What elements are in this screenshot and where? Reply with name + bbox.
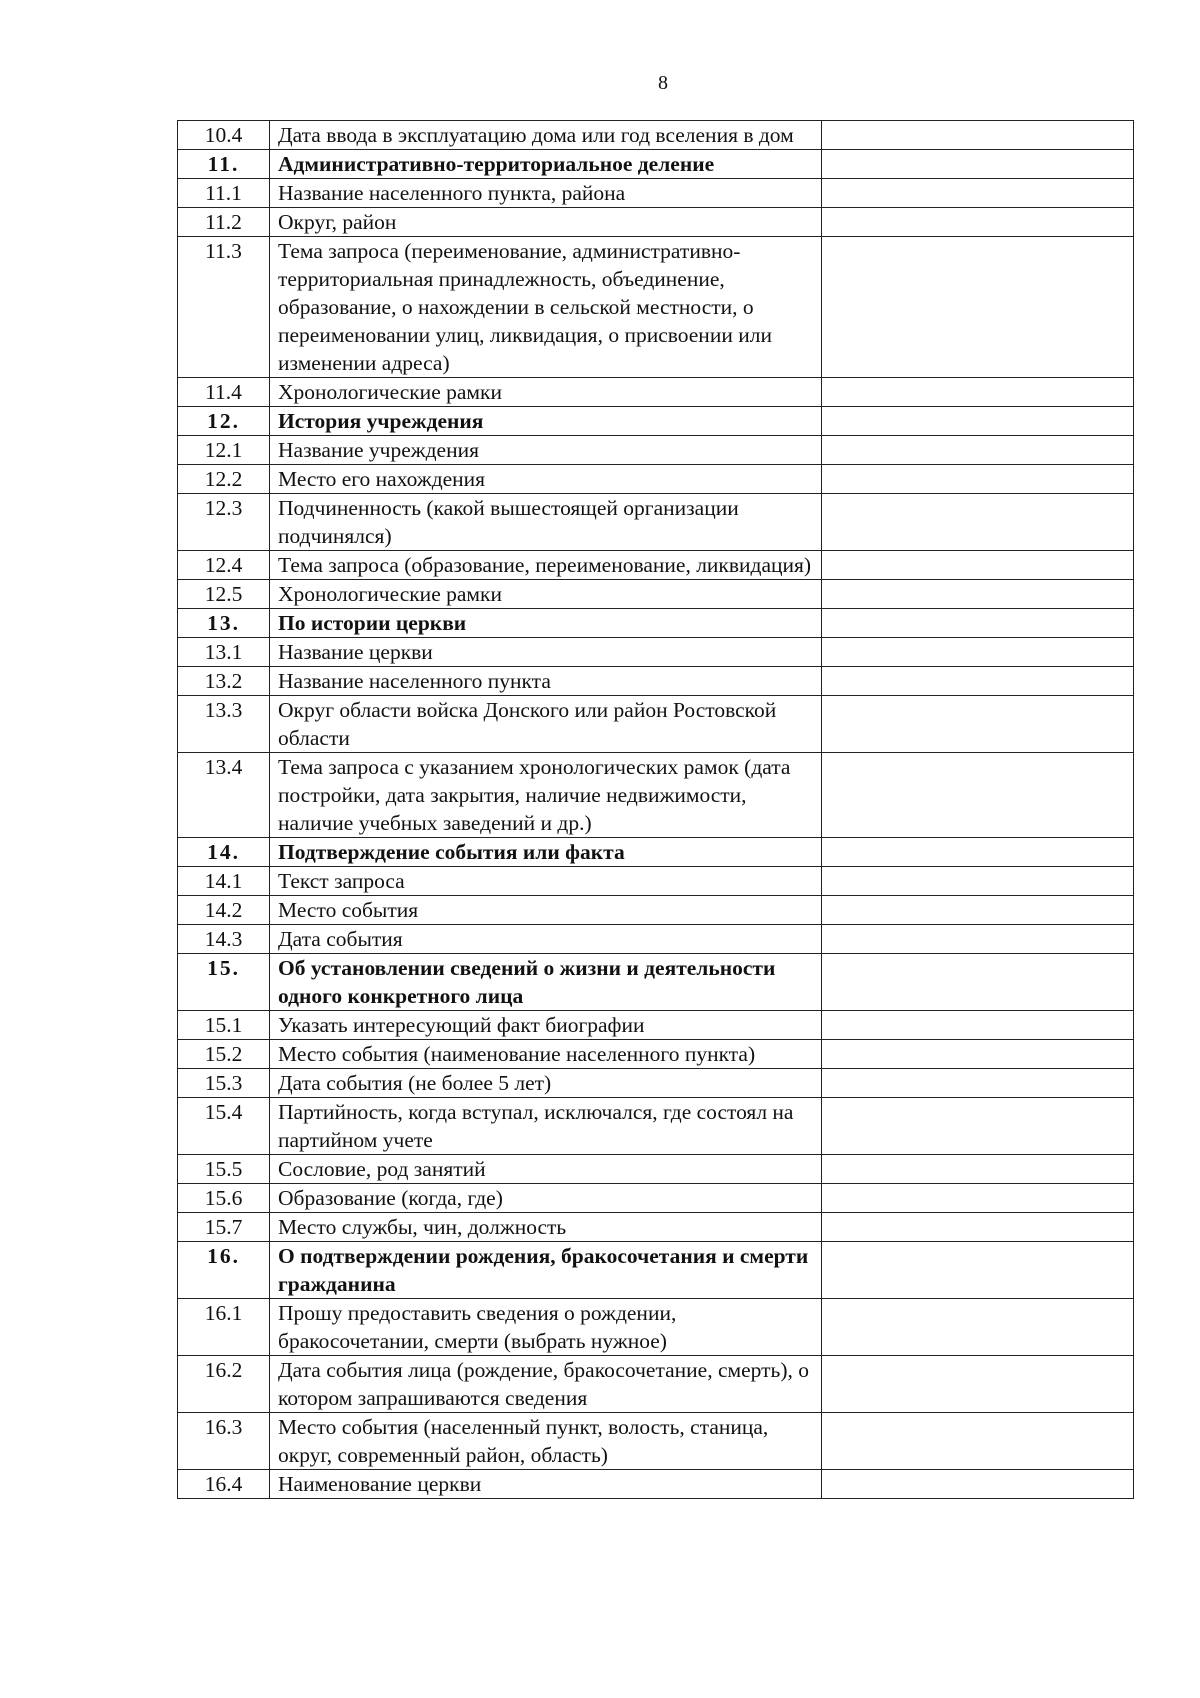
item-description: Место события (населенный пункт, волость, станица, округ, современный район, область) [270,1413,822,1470]
item-number: 14.1 [178,867,270,896]
item-number: 11.3 [178,237,270,378]
table-row [178,667,1134,696]
answer-cell[interactable] [822,407,1134,436]
answer-cell[interactable] [822,1155,1134,1184]
item-number: 16. [178,1242,270,1299]
item-description: Тема запроса (переименование, административно-территориальная принадлежность, объединение, образование, о нахождении в сельской местности, о переименовании улиц, ликвидация, о присвоении или изменении адреса) [270,237,822,378]
item-number: 16.2 [178,1356,270,1413]
table-row [178,121,1134,150]
item-number: 11.1 [178,179,270,208]
item-number: 15.3 [178,1069,270,1098]
answer-cell[interactable] [822,925,1134,954]
table-row [178,494,1134,551]
answer-cell[interactable] [822,237,1134,378]
item-number: 12. [178,407,270,436]
section-title: Подтверждение события или факта [270,838,822,867]
item-description: Подчиненность (какой вышестоящей организации подчинялся) [270,494,822,551]
answer-cell[interactable] [822,436,1134,465]
answer-cell[interactable] [822,867,1134,896]
item-description: Место события [270,896,822,925]
answer-cell[interactable] [822,378,1134,407]
item-description: Прошу предоставить сведения о рождении, бракосочетании, смерти (выбрать нужное) [270,1299,822,1356]
answer-cell[interactable] [822,580,1134,609]
table-row [178,867,1134,896]
item-number: 15.2 [178,1040,270,1069]
answer-cell[interactable] [822,1470,1134,1499]
answer-cell[interactable] [822,838,1134,867]
item-description: Место его нахождения [270,465,822,494]
table-row [178,179,1134,208]
table-row [178,1299,1134,1356]
item-number: 13.2 [178,667,270,696]
item-number: 11. [178,150,270,179]
table-row [178,638,1134,667]
item-description: Название населенного пункта, района [270,179,822,208]
table-row [178,1155,1134,1184]
answer-cell[interactable] [822,1299,1134,1356]
table-row [178,696,1134,753]
answer-cell[interactable] [822,179,1134,208]
table-row [178,896,1134,925]
table-row [178,753,1134,838]
answer-cell[interactable] [822,208,1134,237]
answer-cell[interactable] [822,1011,1134,1040]
answer-cell[interactable] [822,954,1134,1011]
answer-cell[interactable] [822,551,1134,580]
table-body [178,121,1134,1499]
section-header-row [178,954,1134,1011]
item-number: 11.2 [178,208,270,237]
item-description: Текст запроса [270,867,822,896]
item-description: Образование (когда, где) [270,1184,822,1213]
item-number: 15.7 [178,1213,270,1242]
answer-cell[interactable] [822,1069,1134,1098]
section-header-row [178,838,1134,867]
item-number: 15. [178,954,270,1011]
answer-cell[interactable] [822,150,1134,179]
table-row [178,208,1134,237]
table-row [178,465,1134,494]
table-row [178,925,1134,954]
item-number: 12.3 [178,494,270,551]
item-number: 11.4 [178,378,270,407]
item-description: Название церкви [270,638,822,667]
item-description: Дата события лица (рождение, бракосочетание, смерть), о котором запрашиваются сведения [270,1356,822,1413]
item-number: 10.4 [178,121,270,150]
item-number: 15.6 [178,1184,270,1213]
item-description: Дата события (не более 5 лет) [270,1069,822,1098]
item-description: Дата ввода в эксплуатацию дома или год вселения в дом [270,121,822,150]
section-header-row [178,609,1134,638]
section-header-row [178,1242,1134,1299]
table-row [178,1356,1134,1413]
item-number: 16.1 [178,1299,270,1356]
item-number: 14.2 [178,896,270,925]
answer-cell[interactable] [822,609,1134,638]
request-form-table [177,120,1134,1499]
item-number: 13.1 [178,638,270,667]
item-number: 16.4 [178,1470,270,1499]
answer-cell[interactable] [822,667,1134,696]
section-title: Об установлении сведений о жизни и деятельности одного конкретного лица [270,954,822,1011]
item-number: 12.5 [178,580,270,609]
section-header-row [178,150,1134,179]
answer-cell[interactable] [822,1040,1134,1069]
item-description: Наименование церкви [270,1470,822,1499]
item-number: 14.3 [178,925,270,954]
table-row [178,1413,1134,1470]
answer-cell[interactable] [822,121,1134,150]
table-row [178,1184,1134,1213]
item-number: 15.5 [178,1155,270,1184]
table-row [178,1098,1134,1155]
item-number: 12.1 [178,436,270,465]
table-row [178,1213,1134,1242]
section-header-row [178,407,1134,436]
table-row [178,237,1134,378]
answer-cell[interactable] [822,638,1134,667]
section-title: Административно-территориальное деление [270,150,822,179]
item-description: Тема запроса с указанием хронологических рамок (дата постройки, дата закрытия, наличие недвижимости, наличие учебных заведений и др.) [270,753,822,838]
table-row [178,1069,1134,1098]
item-number: 13.4 [178,753,270,838]
item-number: 15.1 [178,1011,270,1040]
table-row [178,1040,1134,1069]
item-description: Округ области войска Донского или район Ростовской области [270,696,822,753]
item-description: Округ, район [270,208,822,237]
answer-cell[interactable] [822,1098,1134,1155]
answer-cell[interactable] [822,1184,1134,1213]
item-number: 12.4 [178,551,270,580]
answer-cell[interactable] [822,465,1134,494]
item-description: Тема запроса (образование, переименование, ликвидация) [270,551,822,580]
answer-cell[interactable] [822,696,1134,753]
item-description: Дата события [270,925,822,954]
table-row [178,580,1134,609]
item-description: Партийность, когда вступал, исключался, где состоял на партийном учете [270,1098,822,1155]
page-number: 8 [658,72,668,94]
answer-cell[interactable] [822,1356,1134,1413]
item-number: 13.3 [178,696,270,753]
table-row [178,551,1134,580]
item-description: Хронологические рамки [270,378,822,407]
section-title: История учреждения [270,407,822,436]
item-description: Место события (наименование населенного пункта) [270,1040,822,1069]
item-number: 12.2 [178,465,270,494]
section-title: По истории церкви [270,609,822,638]
table-row [178,378,1134,407]
item-description: Указать интересующий факт биографии [270,1011,822,1040]
item-description: Название учреждения [270,436,822,465]
item-description: Название населенного пункта [270,667,822,696]
answer-cell[interactable] [822,753,1134,838]
item-number: 14. [178,838,270,867]
table-row [178,1470,1134,1499]
item-description: Сословие, род занятий [270,1155,822,1184]
table-row [178,436,1134,465]
answer-cell[interactable] [822,1213,1134,1242]
item-number: 16.3 [178,1413,270,1470]
answer-cell[interactable] [822,896,1134,925]
answer-cell[interactable] [822,494,1134,551]
table-row [178,1011,1134,1040]
item-number: 13. [178,609,270,638]
section-title: О подтверждении рождения, бракосочетания и смерти гражданина [270,1242,822,1299]
answer-cell[interactable] [822,1413,1134,1470]
item-description: Место службы, чин, должность [270,1213,822,1242]
answer-cell[interactable] [822,1242,1134,1299]
item-number: 15.4 [178,1098,270,1155]
item-description: Хронологические рамки [270,580,822,609]
